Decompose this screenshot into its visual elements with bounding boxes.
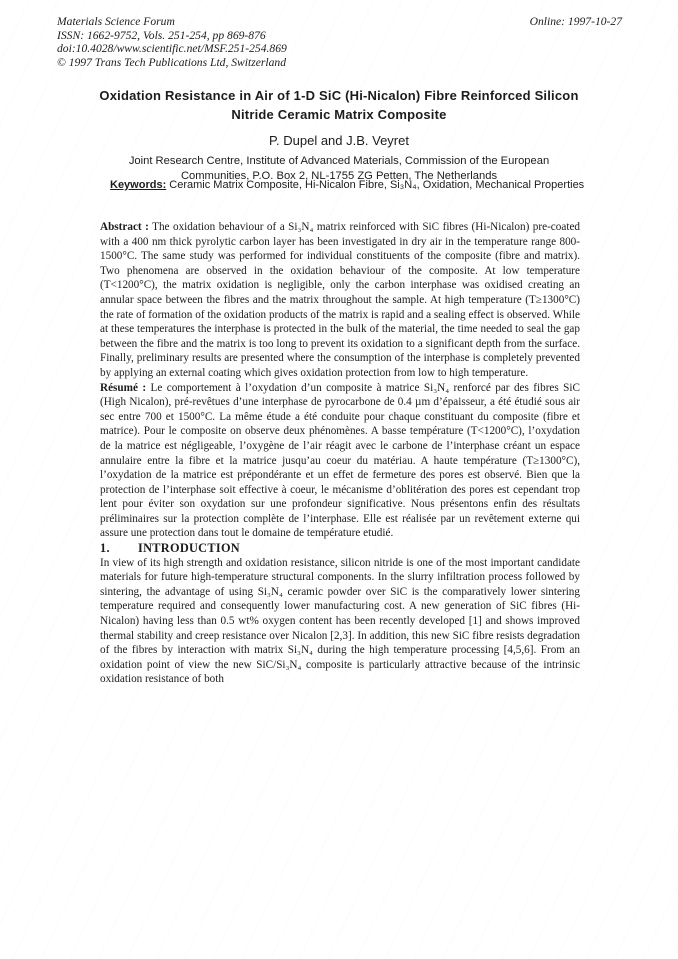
title-block <box>0 86 678 183</box>
keywords-line <box>110 178 598 192</box>
copyright-line: © 1997 Trans Tech Publications Ltd, Switzerland <box>57 55 287 69</box>
resume-label: Résumé : <box>100 381 147 394</box>
doi-line: doi:10.4028/www.scientific.net/MSF.251-254.869 <box>57 42 287 56</box>
body-column <box>100 220 580 687</box>
resume-paragraph <box>100 381 580 542</box>
issn-line: ISSN: 1662-9752, Vols. 251-254, pp 869-876 <box>57 28 266 42</box>
online-date: Online: 1997-10-27 <box>529 15 622 28</box>
authors: P. Dupel and J.B. Veyret <box>269 133 409 148</box>
keywords-text: Ceramic Matrix Composite, Hi-Nicalon Fibre, Si₃N₄, Oxidation, Mechanical Properties <box>166 179 585 191</box>
abstract-paragraph <box>100 220 580 381</box>
journal-info-block <box>57 15 287 69</box>
section-title: INTRODUCTION <box>138 541 240 556</box>
affiliation: Joint Research Centre, Institute of Advanced Materials, Commission of the European Communities, P.O. Box 2, NL-1755 ZG Petten, The Netherlands <box>128 155 550 182</box>
resume-text: Le comportement à l’oxydation d’un composite à matrice Si₃N₄ renforcé par des fibres SiC (High Nicalon), pré-revêtues d’une interphase de pyrocarbone de 0.4 µm d’épaisseur, a été étudié sous air sec entre 700 et 1500°C. La même étude a été conduite pour chaque constituant du composite (fibre et matrice). Pour le composite on observe deux phénomènes. A basse température (T<1200°C), l’oxydation de la matrice est négligeable, l’oxygène de l’air réagit avec le carbone de l’interphase créant un espace annulaire entre la fibre et la matrice jusqu’au coeur du matériau. A haute température (T≥1300°C), l’oxydation de la matrice est prépondérante et un effet de fermeture des pores est observé. Bien que la protection de l’interphase soit effective à coeur, le mécanisme d’oblitération des pores est cependant trop lent pour éviter son oxydation sur une profondeur significative. Nous présentons enfin des résultats préliminaires sur la protection complète de l’interphase. Elle est réalisée par un revêtement externe qui assure une protection dans tout le domaine de température etudié. <box>100 381 580 540</box>
keywords-label: Keywords: <box>110 179 167 191</box>
abstract-label: Abstract : <box>100 221 149 233</box>
abstract-text: The oxidation behaviour of a Si₃N₄ matrix reinforced with SiC fibres (Hi-Nicalon) pre-coated with a 400 nm thick pyrolytic carbon layer has been investigated in dry air in the temperature range 800-1500°C. The same study was performed for individual constituents of the composite (fibre and matrix). Two phenomena are observed in the oxidation behaviour of the composite. At low temperature (T<1200°C), the matrix oxidation is negligible, only the carbon interphase was oxidised creating an annular space between the fibres and the matrix throughout the sample. At high temperature (T≥1300°C) the rate of formation of the oxidation products of the matrix is rapid and a sealing effect is observed. While at these temperatures the interphase is protected in the bulk of the material, the time needed to seal the gap between the fibre and the matrix is too long to prevent its oxidation to a significant depth from the surface. Finally, preliminary results are presented where the consumption of the interphase is completely prevented by applying an external coating which gives oxidation protection from low to high temperature. <box>100 221 581 379</box>
introduction-paragraph: In view of its high strength and oxidation resistance, silicon nitride is one of the most important candidate materials for future high-temperature structural components. In the slurry infiltration process followed by sintering, the advantage of using Si₃N₄ ceramic powder over SiC is the comparatively lower sintering temperature required and consequently lower manufacturing cost. A new generation of SiC fibres (Hi-Nicalon) having less than 0.5 wt% oxygen content has been recently developed [1] and shows improved thermal stability and creep resistance over Nicalon [2,3]. In addition, this new SiC fibre resists degradation of the fibres by interaction with matrix Si₃N₄ during the high temperature processing [4,5,6]. From an oxidation point of view the new SiC/Si₃N₄ composite is particularly attractive because of the intrinsic oxidation resistance of both <box>100 556 580 686</box>
journal-title: Materials Science Forum <box>57 15 175 28</box>
paper-title: Oxidation Resistance in Air of 1-D SiC (Hi-Nicalon) Fibre Reinforced Silicon Nitride Ceramic Matrix Composite <box>99 88 579 122</box>
section-number: 1. <box>100 541 110 556</box>
section-heading-introduction <box>100 541 580 556</box>
page-header <box>57 15 622 69</box>
